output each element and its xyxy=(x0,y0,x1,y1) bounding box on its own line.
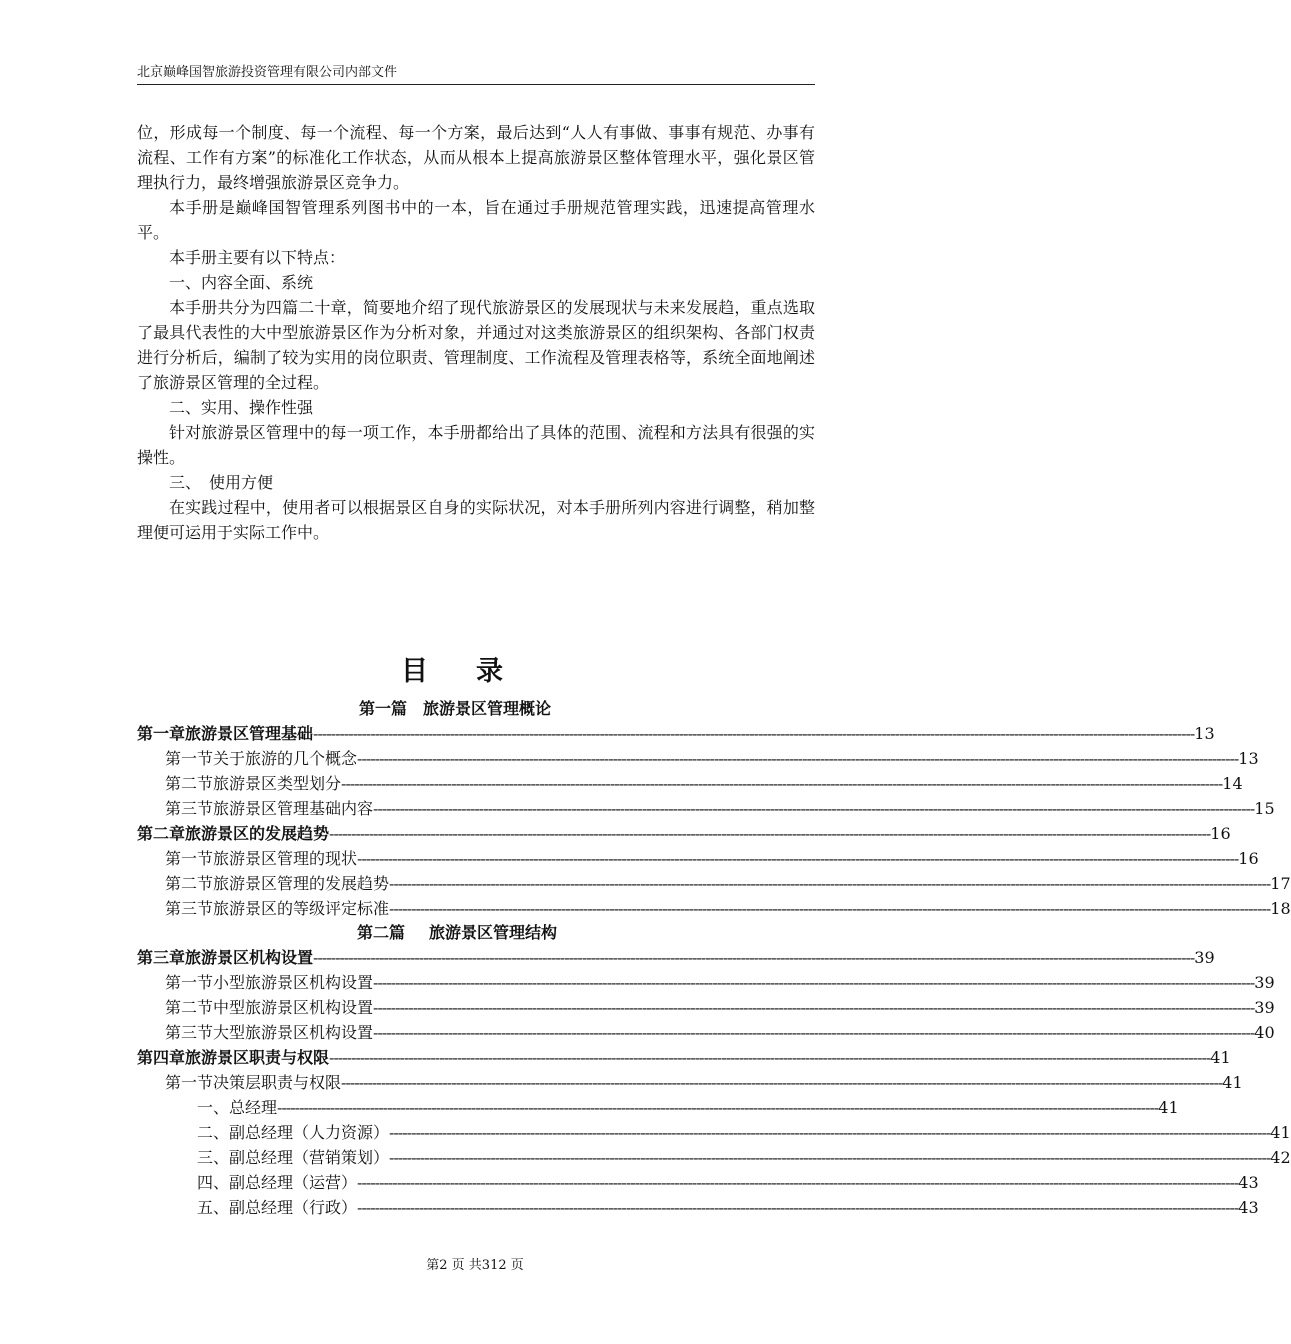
page-number: 17 xyxy=(1270,874,1291,893)
toc-section[interactable]: 第一节 决策层职责与权限 -------------------------------------------------------------------------------------------------------------------------------------------------------------------------------------------------------- 41 xyxy=(165,1071,797,1095)
total-pages: 312 xyxy=(481,1258,507,1273)
dot-leader: -------------------------------------------------------------------------------------------------------------------------------------------------------------------------------------------------------- xyxy=(357,749,1239,768)
toc-section[interactable]: 第三节 旅游景区管理基础内容 -------------------------------------------------------------------------------------------------------------------------------------------------------------------------------------------------------- 15 xyxy=(165,797,793,821)
dot-leader: -------------------------------------------------------------------------------------------------------------------------------------------------------------------------------------------------------- xyxy=(357,1198,1239,1217)
page-number: 15 xyxy=(1254,799,1275,818)
toc-chapter[interactable]: 第二章 旅游景区的发展趋势 -------------------------------------------------------------------------------------------------------------------------------------------------------------------------------------------------------- 16 xyxy=(137,822,789,846)
header-text: 北京巅峰国智旅游投资管理有限公司内部文件 xyxy=(137,65,398,80)
dot-leader: -------------------------------------------------------------------------------------------------------------------------------------------------------------------------------------------------------- xyxy=(389,1123,1271,1142)
page-number: 40 xyxy=(1254,1023,1275,1042)
page-number: 39 xyxy=(1194,948,1215,967)
page-number: 13 xyxy=(1194,724,1215,743)
dot-leader: -------------------------------------------------------------------------------------------------------------------------------------------------------------------------------------------------------- xyxy=(341,1073,1223,1092)
dot-leader: -------------------------------------------------------------------------------------------------------------------------------------------------------------------------------------------------------- xyxy=(373,799,1255,818)
dot-leader: -------------------------------------------------------------------------------------------------------------------------------------------------------------------------------------------------------- xyxy=(341,774,1223,793)
preface-body xyxy=(137,120,815,545)
toc-chapter[interactable]: 第一章 旅游景区管理基础 -------------------------------------------------------------------------------------------------------------------------------------------------------------------------------------------------------- 13 xyxy=(137,722,791,746)
page-number: 42 xyxy=(1270,1148,1291,1167)
feature-heading: 三、 使用方便 xyxy=(169,473,274,492)
page-number: 41 xyxy=(1270,1123,1291,1142)
toc-section[interactable]: 第二节 旅游景区类型划分 -------------------------------------------------------------------------------------------------------------------------------------------------------------------------------------------------------- 14 xyxy=(165,772,793,796)
dot-leader: -------------------------------------------------------------------------------------------------------------------------------------------------------------------------------------------------------- xyxy=(357,1173,1239,1192)
page-number: 43 xyxy=(1238,1198,1259,1217)
feature-heading: 二、实用、操作性强 xyxy=(169,398,314,417)
part-title: 旅游景区管理概论 xyxy=(423,699,552,718)
toc-item[interactable]: 五、 副总经理（行政） -------------------------------------------------------------------------------------------------------------------------------------------------------------------------------------------------------- 43 xyxy=(197,1196,793,1220)
dot-leader: -------------------------------------------------------------------------------------------------------------------------------------------------------------------------------------------------------- xyxy=(329,1048,1211,1067)
feature-heading: 一、内容全面、系统 xyxy=(169,273,314,292)
part-label: 第一篇 xyxy=(359,699,408,718)
page-header xyxy=(137,62,815,85)
page-number: 39 xyxy=(1254,998,1275,1017)
dot-leader: -------------------------------------------------------------------------------------------------------------------------------------------------------------------------------------------------------- xyxy=(373,1023,1255,1042)
dot-leader: -------------------------------------------------------------------------------------------------------------------------------------------------------------------------------------------------------- xyxy=(373,998,1255,1017)
page-number: 39 xyxy=(1254,973,1275,992)
toc-item[interactable]: 四、 副总经理（运营） -------------------------------------------------------------------------------------------------------------------------------------------------------------------------------------------------------- 43 xyxy=(197,1171,793,1195)
paragraph: 本手册是巅峰国智管理系列图书中的一本，旨在通过手册规范管理实践，迅速提高管理水平。 xyxy=(137,198,815,242)
toc-item[interactable]: 三、 副总经理（营销策划） -------------------------------------------------------------------------------------------------------------------------------------------------------------------------------------------------------- 42 xyxy=(197,1146,793,1170)
toc-chapter[interactable]: 第四章 旅游景区职责与权限 -------------------------------------------------------------------------------------------------------------------------------------------------------------------------------------------------------- 41 xyxy=(137,1046,729,1070)
toc-chapter[interactable]: 第三章 旅游景区机构设置 -------------------------------------------------------------------------------------------------------------------------------------------------------------------------------------------------------- 39 xyxy=(137,946,797,970)
dot-leader: -------------------------------------------------------------------------------------------------------------------------------------------------------------------------------------------------------- xyxy=(313,724,1195,743)
toc-item[interactable]: 二、 副总经理（人力资源） -------------------------------------------------------------------------------------------------------------------------------------------------------------------------------------------------------- 41 xyxy=(197,1121,793,1145)
toc-title: 目录 xyxy=(401,656,551,687)
current-page: 2 xyxy=(439,1258,448,1273)
paragraph: 本手册共分为四篇二十章，简要地介绍了现代旅游景区的发展现状与未来发展趋，重点选取了最具代表性的大中型旅游景区作为分析对象，并通过对这类旅游景区的组织架构、各部门权责进行分析后，编制了较为实用的岗位职责、管理制度、工作流程及管理表格等，系统全面地阐述了旅游景区管理的全过程。 xyxy=(137,298,815,392)
toc-part-heading xyxy=(357,921,557,945)
toc-section[interactable]: 第三节 大型旅游景区机构设置 -------------------------------------------------------------------------------------------------------------------------------------------------------------------------------------------------------- 40 xyxy=(165,1021,797,1045)
page-number: 41 xyxy=(1210,1048,1231,1067)
page-number: 41 xyxy=(1222,1073,1243,1092)
part-title: 旅游景区管理结构 xyxy=(429,923,558,942)
paragraph: 在实践过程中，使用者可以根据景区自身的实际状况，对本手册所列内容进行调整，稍加整理便可运用于实际工作中。 xyxy=(137,498,815,542)
toc-section[interactable]: 第一节 关于旅游的几个概念 -------------------------------------------------------------------------------------------------------------------------------------------------------------------------------------------------------- 13 xyxy=(165,747,793,771)
page-number: 13 xyxy=(1238,749,1259,768)
page-number: 41 xyxy=(1158,1098,1179,1117)
dot-leader: -------------------------------------------------------------------------------------------------------------------------------------------------------------------------------------------------------- xyxy=(389,899,1271,918)
toc-part-heading xyxy=(359,697,551,721)
paragraph: 位，形成每一个制度、每一个流程、每一个方案，最后达到“人人有事做、事事有规范、办事有流程、工作有方案”的标准化工作状态，从而从根本上提高旅游景区整体管理水平，强化景区管理执行力，最终增强旅游景区竞争力。 xyxy=(137,123,815,192)
page-number: 14 xyxy=(1222,774,1243,793)
page-number: 16 xyxy=(1210,824,1231,843)
dot-leader: -------------------------------------------------------------------------------------------------------------------------------------------------------------------------------------------------------- xyxy=(373,973,1255,992)
paragraph: 针对旅游景区管理中的每一项工作，本手册都给出了具体的范围、流程和方法具有很强的实操性。 xyxy=(137,423,815,467)
dot-leader: -------------------------------------------------------------------------------------------------------------------------------------------------------------------------------------------------------- xyxy=(313,948,1195,967)
dot-leader: -------------------------------------------------------------------------------------------------------------------------------------------------------------------------------------------------------- xyxy=(277,1098,1159,1117)
toc-section[interactable]: 第三节 旅游景区的等级评定标准 -------------------------------------------------------------------------------------------------------------------------------------------------------------------------------------------------------- 18 xyxy=(165,897,793,921)
page-footer: 第2 页 共312 页 xyxy=(426,1258,524,1273)
dot-leader: -------------------------------------------------------------------------------------------------------------------------------------------------------------------------------------------------------- xyxy=(329,824,1211,843)
toc-section[interactable]: 第二节 中型旅游景区机构设置 -------------------------------------------------------------------------------------------------------------------------------------------------------------------------------------------------------- 39 xyxy=(165,996,797,1020)
toc-section[interactable]: 第一节 小型旅游景区机构设置 -------------------------------------------------------------------------------------------------------------------------------------------------------------------------------------------------------- 39 xyxy=(165,971,797,995)
dot-leader: -------------------------------------------------------------------------------------------------------------------------------------------------------------------------------------------------------- xyxy=(389,1148,1271,1167)
page-number: 43 xyxy=(1238,1173,1259,1192)
dot-leader: -------------------------------------------------------------------------------------------------------------------------------------------------------------------------------------------------------- xyxy=(357,849,1239,868)
toc-section[interactable]: 第二节 旅游景区管理的发展趋势 -------------------------------------------------------------------------------------------------------------------------------------------------------------------------------------------------------- 17 xyxy=(165,872,793,896)
paragraph: 本手册主要有以下特点： xyxy=(169,248,346,267)
part-label: 第二篇 xyxy=(357,923,406,942)
page-number: 16 xyxy=(1238,849,1259,868)
toc-item[interactable]: 一、 总经理 -------------------------------------------------------------------------------------------------------------------------------------------------------------------------------------------------------- 41 xyxy=(197,1096,793,1120)
dot-leader: -------------------------------------------------------------------------------------------------------------------------------------------------------------------------------------------------------- xyxy=(389,874,1271,893)
page-number: 18 xyxy=(1270,899,1291,918)
toc-section[interactable]: 第一节 旅游景区管理的现状 -------------------------------------------------------------------------------------------------------------------------------------------------------------------------------------------------------- 16 xyxy=(165,847,793,871)
